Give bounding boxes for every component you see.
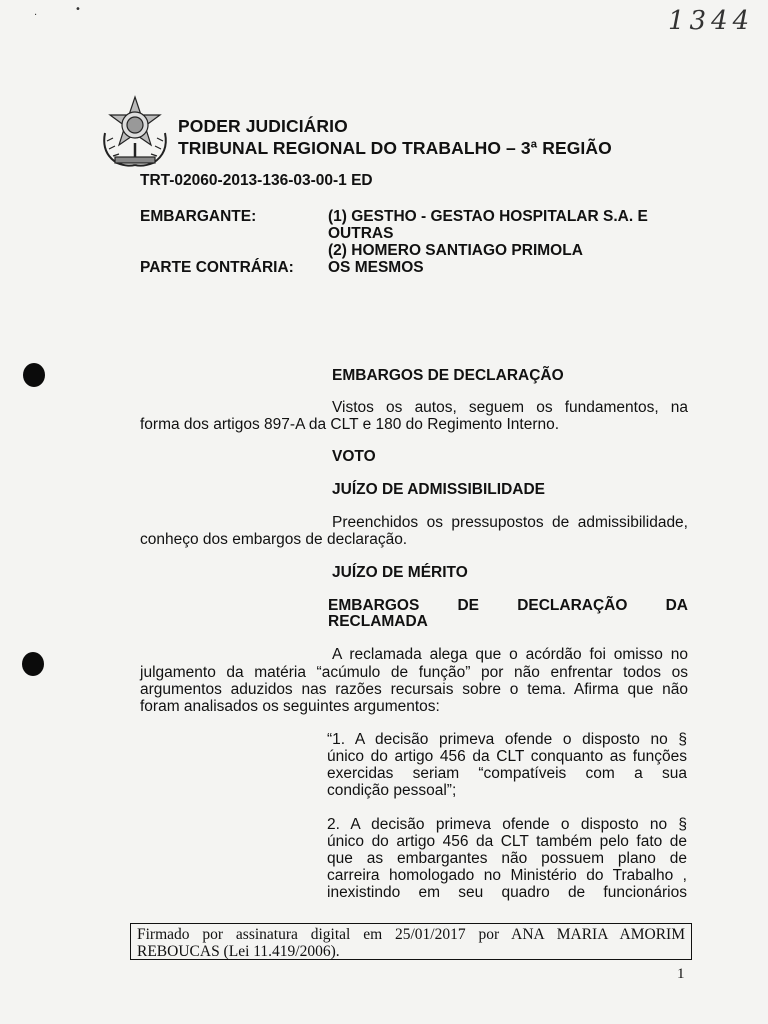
embargante-label: EMBARGANTE: [140,208,257,225]
merito-heading: JUÍZO DE MÉRITO [332,564,468,581]
intro-line-1: Vistos os autos, seguem os fundamentos, na [332,399,688,416]
admissibilidade-line-2: conheço dos embargos de declaração. [140,531,408,548]
digital-signature-box [130,923,692,960]
document-title: EMBARGOS DE DECLARAÇÃO [332,367,564,384]
scan-speck: · [34,10,38,21]
parte-contraria-value: OS MESMOS [328,259,424,276]
quote-line: único do artigo 456 da CLT conquanto as funções [327,748,687,765]
reclamada-line: argumentos aduzidos nas razões recursais sobre o tema. Afirma que não [140,681,688,698]
court-title: TRIBUNAL REGIONAL DO TRABALHO – 3ª REGIÃO [178,138,612,158]
process-number: TRT-02060-2013-136-03-00-1 ED [140,172,373,189]
quote-line: condição pessoal”; [327,782,457,799]
embargos-heading-line-1: EMBARGOS DE DECLARAÇÃO DA [328,597,688,614]
hole-punch [23,363,45,387]
quote-line: exercidas seriam “compatíveis com a sua [327,765,687,782]
coat-of-arms-icon [97,93,173,173]
quote-line: carreira homologado no Ministério do Trabalho , [327,867,687,884]
hole-punch [22,652,44,676]
institution-title: PODER JUDICIÁRIO [178,116,348,136]
embargante-value-line3: (2) HOMERO SANTIAGO PRIMOLA [328,242,583,259]
reclamada-line: A reclamada alega que o acórdão foi omisso no [332,646,688,663]
admissibilidade-line-1: Preenchidos os pressupostos de admissibilidade, [332,514,688,531]
quote-line: que as embargantes não possuem plano de [327,850,687,867]
parte-contraria-label: PARTE CONTRÁRIA: [140,259,294,276]
intro-line-2: forma dos artigos 897-A da CLT e 180 do Regimento Interno. [140,416,560,433]
quote-line: inexistindo em seu quadro de funcionários [327,884,687,901]
voto-heading: VOTO [332,448,376,465]
embargante-value-line2: OUTRAS [328,225,394,242]
signature-line-2: REBOUCAS (Lei 11.419/2006). [137,943,340,960]
signature-line-1: Firmado por assinatura digital em 25/01/2017 por ANA MARIA AMORIM [137,926,685,943]
embargos-heading-line-2: RECLAMADA [328,613,428,630]
embargante-value-line1: (1) GESTHO - GESTAO HOSPITALAR S.A. E [328,208,648,225]
handwritten-folio-number: 1344 [668,6,755,36]
reclamada-line: foram analisados os seguintes argumentos: [140,698,440,715]
scan-speck: • [75,4,81,15]
quote-line: 2. A decisão primeva ofende o disposto no § [327,816,687,833]
admissibilidade-heading: JUÍZO DE ADMISSIBILIDADE [332,481,545,498]
page-number: 1 [677,966,685,982]
quote-line: “1. A decisão primeva ofende o disposto no § [327,731,687,748]
quote-line: único do artigo 456 da CLT também pelo fato de [327,833,687,850]
reclamada-line: julgamento da matéria “acúmulo de função” por não enfrentar todos os [140,664,688,681]
